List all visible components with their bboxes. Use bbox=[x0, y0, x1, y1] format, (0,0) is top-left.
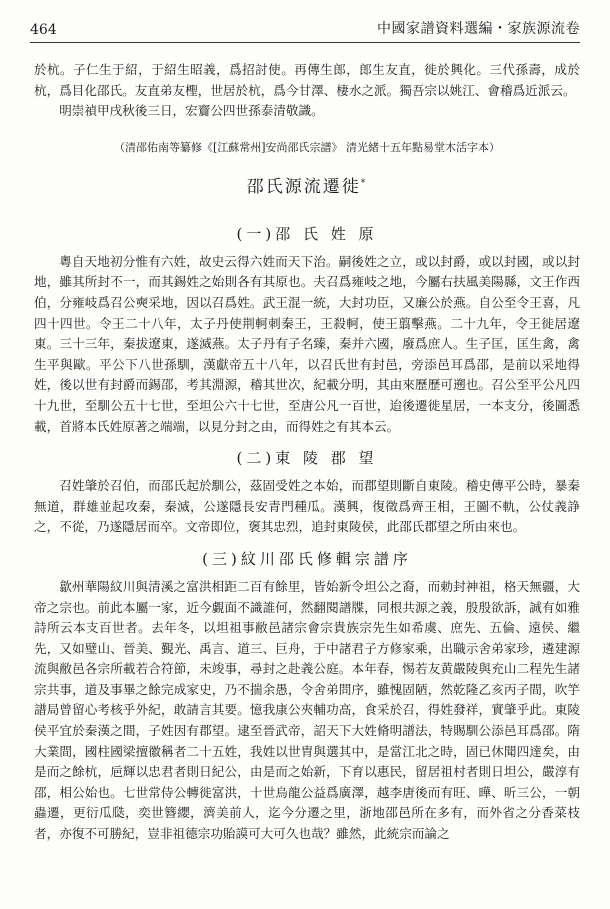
section-heading-1: (一)邵 氏 姓 原 bbox=[236, 224, 378, 243]
document-title bbox=[34, 172, 580, 197]
section-1-paragraph: 粵自天地初分惟有六姓，故史云得六姓而天下治。嗣後姓之立，或以封爵，或以封國，或以封地，雖其所封不一，而其錫姓之始則各有其原也。夫召爲雍岐之地，今屬右扶風美陽縣，文王作西伯，分雍岐爲召公奭采地，因以召爲姓。武王混一統，大封功臣，又廉公於燕。自公至令王喜，凡四十四世。令王二十八年，太子丹使荆軻刺秦王，王殺軻，使王翦擊燕。二十九年，令王徙居遼東。三十三年，秦拔遼東，遂滅燕。太子丹有子名臻，秦并六國，廢爲庶人。生子匡，匡生禽，禽生平與歐。平公下八世孫馴，漢獻帝五十八年，以召氏世有封邑，旁添邑耳爲邵，是前以采地得姓，後以世有封爵而錫邵，考其淵源，稽其世次，紀載分明，其由來歷歷可遡也。召公至平公凡四十九世，至馴公五十七世，至坦公六十七世，至唐公凡一百世，迨後遷徙星居，一本支分，後圖悉載，首將本氏姓原著之端端，以見分封之由，而得姓之有其本云。 bbox=[34, 253, 580, 434]
section-heading-3: (三)紋川邵氏修輯宗譜序 bbox=[202, 549, 412, 568]
intro-paragraph-1: 於杭。子仁生于紹，于紹生昭義，爲招討使。再傳生郎，郎生友直，徙於興化。三代孫壽，成於杭，爲目化邵氏。友直弟友檉，世居於杭，爲今甘澤、棲水之派。獨吾宗以姚江、會稽爲近派云。 bbox=[34, 62, 580, 98]
intro-paragraph-2: 明崇禎甲戌秋後三日，宏齎公四世孫泰清敬識。 bbox=[59, 103, 324, 119]
running-title: 中國家譜資料選編・家族源流卷 bbox=[377, 21, 580, 37]
document-title-text: 邵氏源流遷徙 bbox=[246, 176, 361, 197]
page-header bbox=[30, 14, 580, 43]
page-number: 464 bbox=[30, 22, 57, 38]
document-title-footnote-mark: * bbox=[360, 178, 368, 189]
section-3-paragraph: 歙州華陽紋川與清溪之富洪相距二百有餘里，皆始新令坦公之裔，而勅封神祖，格天無疆，大帝之宗也。前此本屬一家，近今覷面不識誰何，然翻閱譜牒，同根共源之義，殷殷欲訴，誠有如雅詩所云本支百世者。去年冬，以坦祖事敝邑諸宗會宗貴族宗先生如希虞、庶先、五倫、遠侯、繼先，又如璧山、晉美、覲光、禹言、道三、巨舟，于中諸君子方修家乘，出職示舍弟家珍，遴建源流與敝邑各宗所載若合符節，未竣事，尋封之赴義公庭。本年春，惕若友黄嚴陵與充山二程先生諸宗共事，道及事畢之餘完成家史，乃不揣余愚，令舍弟問序，雖愧固陋，然乾隆乙亥丙子間，吹竽譜局曾留心考核乎外紀，敢請言其要。憶我康公夾輔功高，食采於召，得姓發祥，實肇乎此。東陵侯平宜於秦漢之間，子姓因有郡望。逮至晉武帝，詔天下大姓脩明譜法，特賜馴公添邑耳爲邵。隋大業間，國柱國梁擅徽稱者二十五姓，我姓以世胄與選其中，是當江北之時，固已休聞四達矣，由是而之餘杭，巵輝以忠君者則日紀公，由是而之始新，下育以惠民，留居祖村者則日坦公，嚴淳有邵，相公始也。七世常侍公轉徙富洪，十世烏龍公益爲廣澤，越李唐後而有旺、曄、昕三公，一朝蟲遷，更衍瓜瓞，奕世簪纓，濟美前人，迄今分遷之里，浙地邵邑所在多有，而外省之分香菜枝者，亦復不可勝紀，豈非祖德宗功貽謨可大可久也哉？雖然，此統宗而論之 bbox=[34, 578, 580, 842]
section-heading-2: (二)東 陵 郡 望 bbox=[236, 449, 378, 468]
page-body bbox=[34, 60, 580, 845]
section-2-paragraph: 召姓肇於召伯，而邵氏起於馴公，茲固受姓之本始，而郡望則斷自東陵。稽史傳平公時，暴秦無道，群雄並起攻秦，秦滅，公遂隱長安青門種瓜。漢興，復徵爲齊王相，王圖不軌，公仗義諍之，不從，乃遂隱居而卒。文帝即位，褒其忠烈，追封東陵侯，此邵氏郡望之所由來也。 bbox=[34, 478, 580, 535]
source-note: （清邵佑南等纂修《[江蘇常州]安尚邵氏宗譜》 清光緒十五年點易堂木活字本） bbox=[113, 140, 501, 154]
